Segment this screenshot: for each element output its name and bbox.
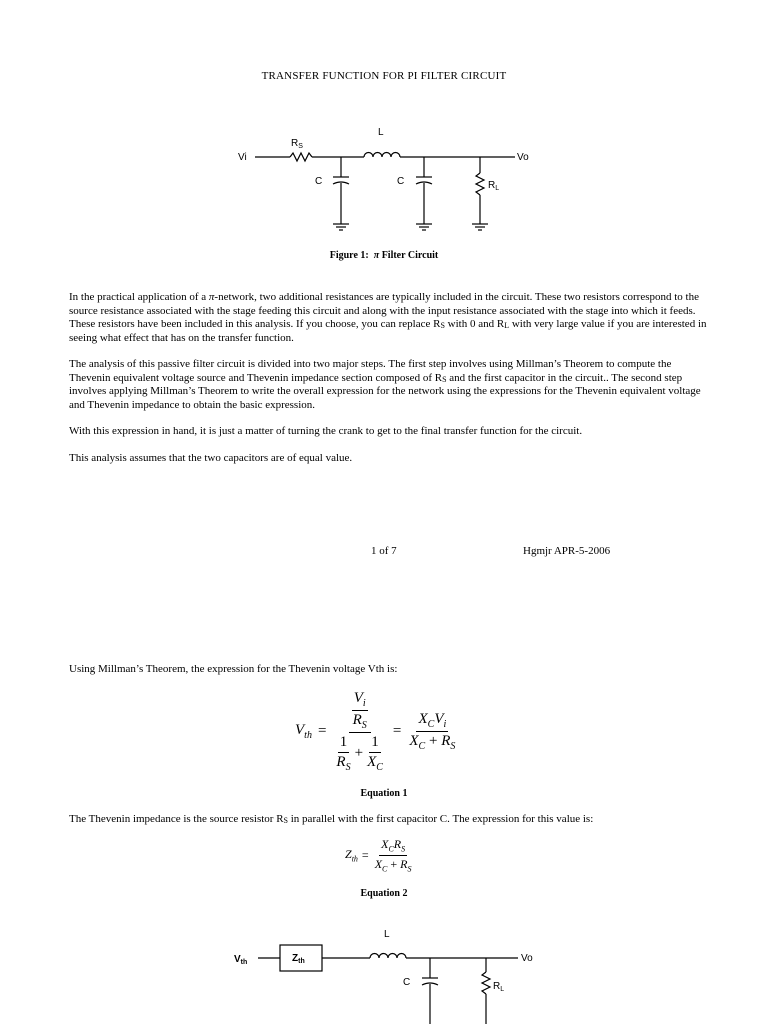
intro-paragraph: In the practical application of a π-network, two additional resistances are typically included in the circuit. These two resistors correspond to the source resistance associated with the stage feeding this circuit and along with the input resistance associated with the stage into which it feeds. These resistors have been included in this analysis. If you choose, you can replace $R_S$ with 0 and $R_L$ with very large value if you are interested in seeing what effect that has on the transfer function. [69,291,707,344]
figure1-caption: Figure 1: π Filter Circuit [329,250,439,261]
equation1-caption: Equation 1 [360,788,408,799]
equation-2: $Z_{th}$ = $\frac{X_CR_S}{X_C + R_S}$ [345,837,412,873]
assumption-paragraph: This analysis assumes that the two capacitors are of equal value. [69,452,353,464]
capacitor3-label: C [403,977,411,988]
vi-label: Vi [238,152,247,163]
capacitor1-label: C [315,176,323,187]
thevenin-equivalent-circuit-diagram [0,920,768,1024]
zth-label: $Z_{th}$ [292,953,305,965]
vth-label: $V_{th}$ [234,954,248,966]
rs-label: $R_S$ [291,138,303,150]
rl-label: $R_L$ [488,180,500,192]
vo2-label: Vo [521,953,533,964]
page-title: TRANSFER FUNCTION FOR PI FILTER CIRCUIT [261,70,507,82]
thevenin-impedance-paragraph: The Thevenin impedance is the source resistor $R_S$ in parallel with the first capacitor C. The expression for this value is: [69,813,594,825]
millman-paragraph: Using Millman’s Theorem, the expression for the Thevenin voltage Vth is: [69,663,398,675]
capacitor2-label: C [397,176,405,187]
page-number: 1 of 7 [371,545,397,557]
inductor2-label: L [384,929,390,940]
eq1-lhs: $V_{th}$ [295,721,312,741]
eq1-compound-fraction: $\frac{V_i}{R_S}$ $\frac{1}{R_S}$ + $\frac{1}{X_C}$ [336,689,383,773]
inductor-label: L [378,127,384,138]
equation2-caption: Equation 2 [360,888,408,899]
equation-1: $V_{th}$ = $\frac{V_i}{R_S}$ $\frac{1}{R_S}$ + $\frac{1}{X_C}$ = $\frac{X_CV_i}{X_C + R_S}$ [295,689,456,773]
author-date: Hgmjr APR-5-2006 [523,545,611,557]
analysis-paragraph: The analysis of this passive filter circuit is divided into two major steps. The first step involves using Millman’s Theorem to compute the Thevenin equivalent voltage source and Thevenin impedance section composed of $R_S$ and the first capacitor in the circuit.. The second step involves applying Millman’s Theorem to write the overall expression for the network using the expressions for the Thevenin equivalent voltage and Thevenin impedance to obtain the basic expression. [69,358,701,411]
vo-label: Vo [517,152,529,163]
crank-paragraph: With this expression in hand, it is just a matter of turning the crank to get to the final transfer function for the circuit. [69,425,583,437]
eq1-simplified-fraction: $\frac{X_CV_i}{X_C + R_S}$ [409,710,456,752]
pi-filter-circuit-diagram [0,0,768,260]
rl2-label: $R_L$ [493,981,505,993]
